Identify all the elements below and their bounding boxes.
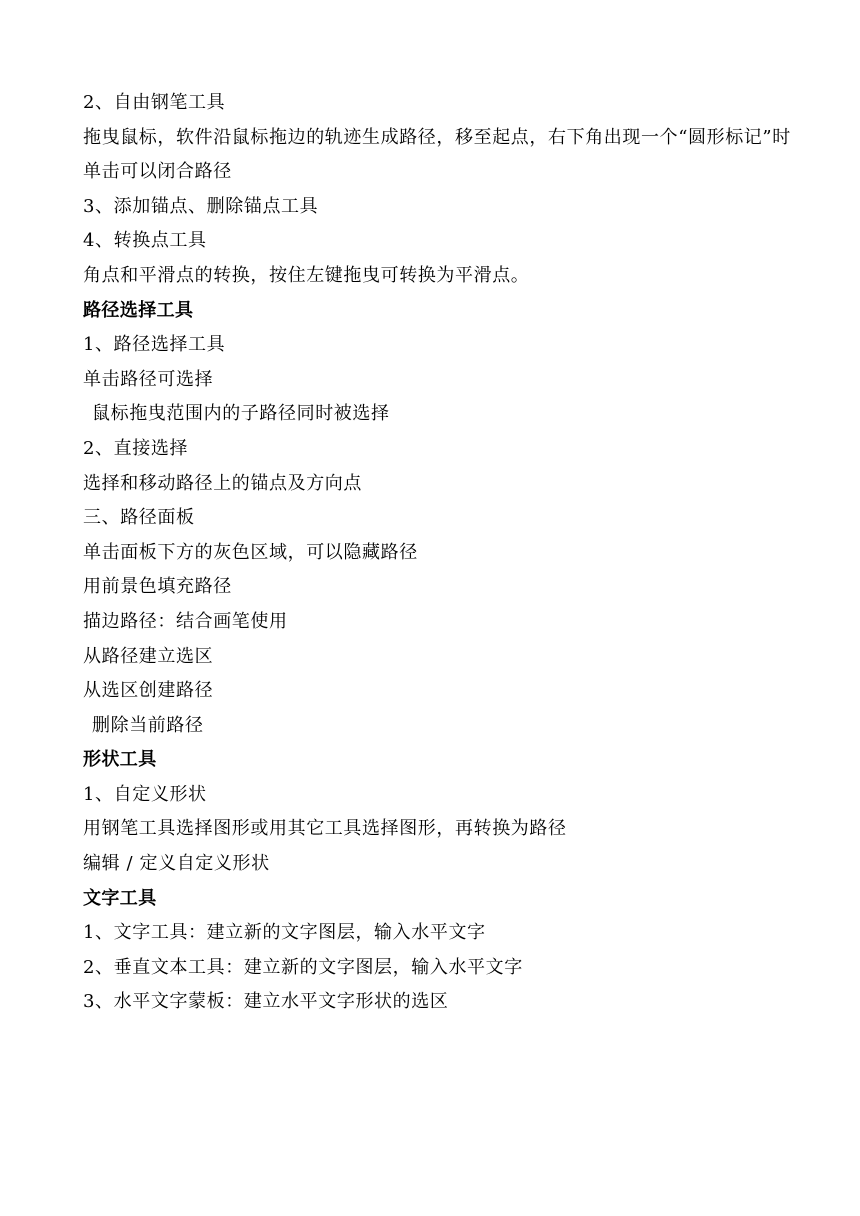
- paragraph-fill-path: 用前景色填充路径: [83, 576, 232, 598]
- list-item-path-panel: 三、路径面板: [83, 507, 195, 529]
- paragraph-selection-to-path: 从选区创建路径: [83, 680, 214, 702]
- paragraph-delete-path: 删除当前路径: [92, 714, 204, 736]
- list-item-free-pen-tool: 2、自由钢笔工具: [83, 92, 226, 113]
- section-heading-path-selection: 路径选择工具: [83, 299, 194, 321]
- paragraph-hide-path: 单击面板下方的灰色区域，可以隐藏路径: [83, 541, 418, 563]
- paragraph-direct-selection-description: 选择和移动路径上的锚点及方向点: [83, 472, 362, 494]
- list-item-add-delete-anchor-tool: 3、添加锚点、删除锚点工具: [83, 195, 319, 217]
- paragraph-click-path-select: 单击路径可选择: [83, 368, 214, 390]
- list-item-convert-point-tool: 4、转换点工具: [83, 230, 207, 252]
- document-body: [83, 86, 793, 1020]
- paragraph-edit-define-shape: 编辑 / 定义自定义形状: [83, 853, 270, 875]
- paragraph-custom-shape-description: 用钢笔工具选择图形或用其它工具选择图形，再转换为路径: [83, 818, 567, 840]
- list-item-path-selection-tool: 1、路径选择工具: [83, 334, 226, 356]
- paragraph-path-to-selection: 从路径建立选区: [83, 645, 214, 667]
- list-item-horizontal-type-tool: 1、文字工具：建立新的文字图层，输入水平文字: [83, 922, 486, 944]
- paragraph-drag-select-subpaths: 鼠标拖曳范围内的子路径同时被选择: [92, 403, 390, 425]
- section-heading-text-tool: 文字工具: [83, 887, 157, 909]
- section-heading-shape-tool: 形状工具: [83, 749, 157, 771]
- paragraph-free-pen-description: 拖曳鼠标，软件沿鼠标拖边的轨迹生成路径，移至起点，右下角出现一个“圆形标记”时单击可以闭合路径: [83, 126, 791, 183]
- list-item-direct-selection: 2、直接选择: [83, 437, 189, 459]
- paragraph-convert-point-description: 角点和平滑点的转换，按住左键拖曳可转换为平滑点。: [83, 264, 530, 286]
- list-item-vertical-type-tool: 2、垂直文本工具：建立新的文字图层，输入水平文字: [83, 956, 523, 978]
- paragraph-stroke-path: 描边路径：结合画笔使用: [83, 610, 288, 632]
- list-item-custom-shape: 1、自定义形状: [83, 783, 207, 805]
- list-item-horizontal-type-mask: 3、水平文字蒙板：建立水平文字形状的选区: [83, 991, 449, 1013]
